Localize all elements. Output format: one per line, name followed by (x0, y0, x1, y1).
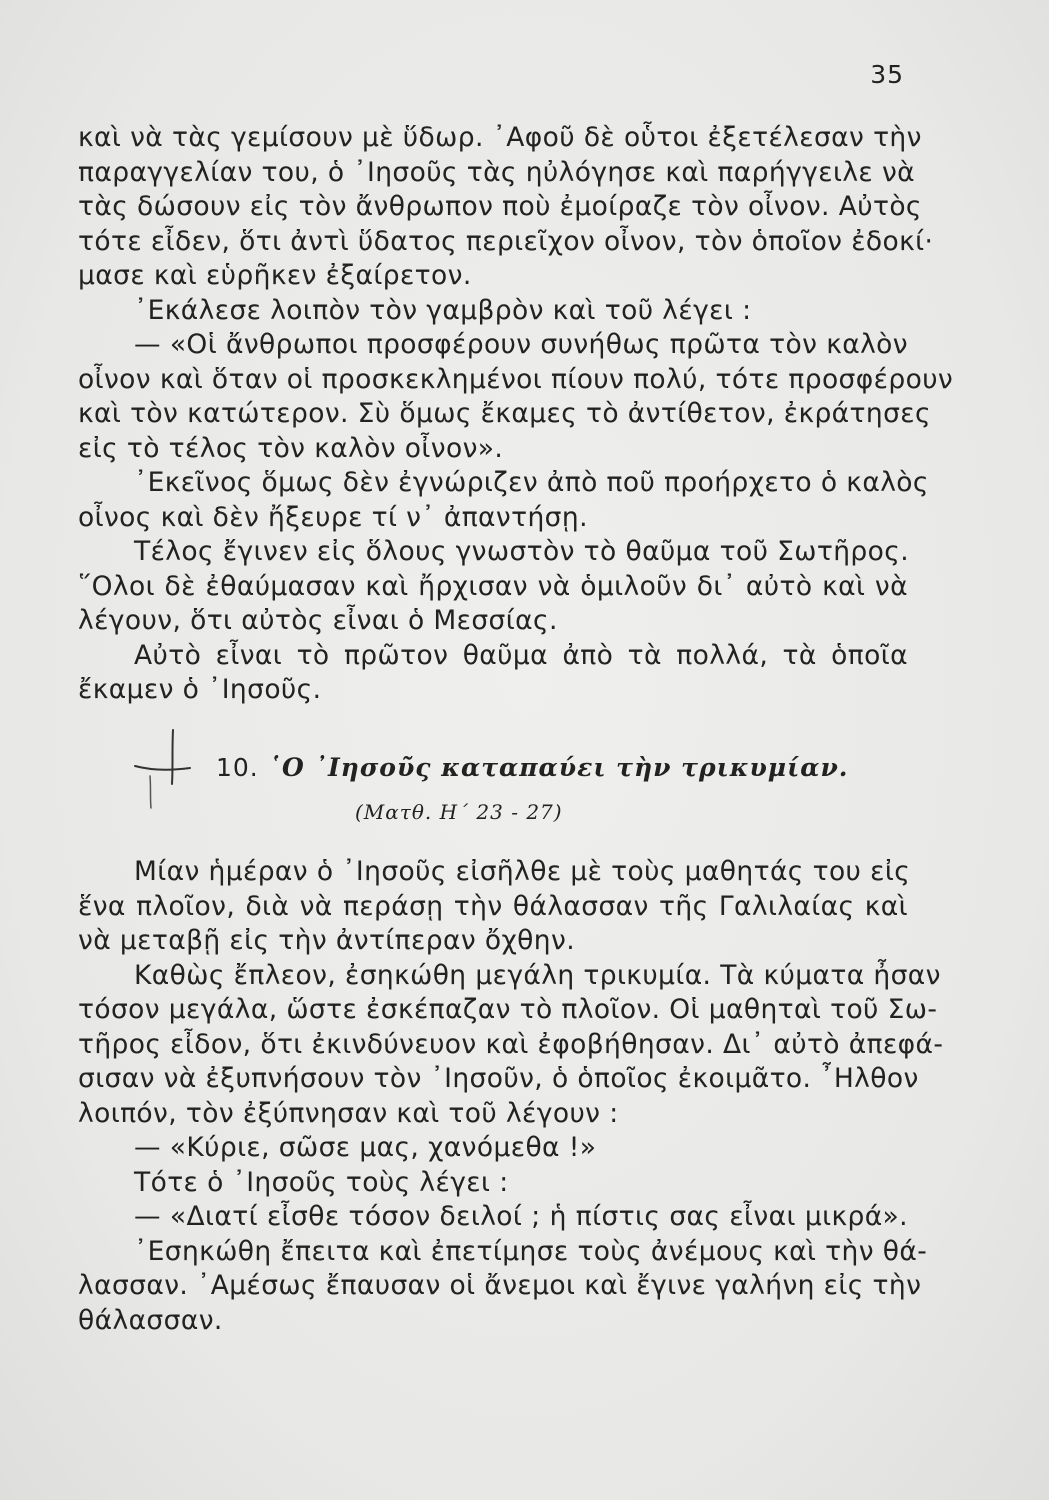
text-line: — «Οἱ ἄνθρωποι προσφέρουν συνήθως πρῶτα τὸν καλὸν (134, 329, 908, 360)
page-number: 35 (870, 60, 904, 89)
text-line: νὰ μεταβῇ εἰς τὴν ἀντίπεραν ὄχθην. (78, 925, 576, 956)
text-line: μασε καὶ εὑρῆκεν ἐξαίρετον. (78, 260, 472, 291)
text-line: Τότε ὁ ᾿Ιησοῦς τοὺς λέγει : (134, 1166, 509, 1198)
text-line: οἶνον καὶ ὅταν οἱ προσκεκλημένοι πίουν πολύ, τότε προσφέρουν (78, 363, 954, 395)
text-line: λέγουν, ὅτι αὐτὸς εἶναι ὁ Μεσσίας. (78, 605, 558, 636)
text-line: παραγγελίαν του, ὁ ᾿Ιησοῦς τὰς ηὐλόγησε καὶ παρήγγειλε νὰ (78, 156, 916, 188)
text-line: Τέλος ἔγινεν εἰς ὅλους γνωστὸν τὸ θαῦμα τοῦ Σωτῆρος. (134, 536, 910, 567)
section-heading (216, 753, 849, 782)
text-line: Αὐτὸ εἶναι τὸ πρῶτον θαῦμα ἀπὸ τὰ πολλά, τὰ ὁποῖα (134, 639, 908, 671)
text-line: τόσον μεγάλα, ὥστε ἐσκέπαζαν τὸ πλοῖον. Οἱ μαθηταὶ τοῦ Σω- (78, 994, 938, 1025)
text-line: ᾿Εκάλεσε λοιπὸν τὸν γαμβρὸν καὶ τοῦ λέγει : (134, 294, 752, 326)
text-line: τῆρος εἶδον, ὅτι ἐκινδύνευον καὶ ἐφοβήθησαν. Δι᾿ αὐτὸ ἀπεφά- (78, 1028, 944, 1060)
text-line: — «Κύριε, σῶσε μας, χανόμεθα !» (134, 1132, 597, 1163)
text-line: τὰς δώσουν εἰς τὸν ἄνθρωπον ποὺ ἐμοίραζε τὸν οἶνον. Αὐτὸς (78, 191, 922, 222)
section-number: 10. (216, 753, 259, 782)
text-line: τότε εἶδεν, ὅτι ἀντὶ ὕδατος περιεῖχον οἶνον, τὸν ὁποῖον ἐδοκί· (78, 225, 934, 257)
text-block-bottom (78, 855, 944, 1338)
text-line: θάλασσαν. (78, 1304, 223, 1336)
text-line: ἔκαμεν ὁ ᾿Ιησοῦς. (78, 674, 322, 705)
text-line: λασσαν. ᾿Αμέσως ἔπαυσαν οἱ ἄνεμοι καὶ ἔγινε γαλήνη εἰς τὴν (78, 1270, 922, 1301)
text-line: ᾿Εκεῖνος ὅμως δὲν ἐγνώριζεν ἀπὸ ποῦ προήρχετο ὁ καλὸς (134, 467, 929, 498)
text-line: Μίαν ἡμέραν ὁ ᾿Ιησοῦς εἰσῆλθε μὲ τοὺς μαθητάς του εἰς (134, 856, 911, 887)
text-line: — «Διατί εἶσθε τόσον δειλοί ; ἡ πίστις σας εἶναι μικρά». (134, 1201, 908, 1232)
handwritten-cross-mark-icon (128, 728, 198, 812)
section-title: ῾Ο ᾿Ιησοῦς καταπαύει τὴν τρικυμίαν. (268, 753, 849, 782)
scripture-reference: (Ματθ. Η΄ 23 - 27) (355, 800, 563, 824)
text-line: καὶ τὸν κατώτερον. Σὺ ὅμως ἔκαμες τὸ ἀντίθετον, ἐκράτησες (78, 398, 931, 429)
text-line: ἕνα πλοῖον, διὰ νὰ περάσῃ τὴν θάλασσαν τῆς Γαλιλαίας καὶ (78, 890, 908, 922)
text-line: ῞Ολοι δὲ ἐθαύμασαν καὶ ἤρχισαν νὰ ὁμιλοῦν δι᾿ αὐτὸ καὶ νὰ (78, 570, 908, 602)
text-line: οἶνος καὶ δὲν ἤξευρε τί ν᾿ ἀπαντήσῃ. (78, 501, 588, 533)
text-line: ᾿Εσηκώθη ἔπειτα καὶ ἐπετίμησε τοὺς ἀνέμους καὶ τὴν θά- (134, 1235, 928, 1267)
text-line: λοιπόν, τὸν ἐξύπνησαν καὶ τοῦ λέγουν : (78, 1097, 619, 1129)
text-block-top (78, 121, 954, 708)
text-line: Καθὼς ἔπλεον, ἐσηκώθη μεγάλη τρικυμία. Τὰ κύματα ἦσαν (134, 959, 941, 991)
text-line: εἰς τὸ τέλος τὸν καλὸν οἶνον». (78, 432, 504, 464)
text-line: καὶ νὰ τὰς γεμίσουν μὲ ὕδωρ. ᾿Αφοῦ δὲ οὗτοι ἐξετέλεσαν τὴν (78, 122, 922, 153)
text-line: σισαν νὰ ἐξυπνήσουν τὸν ᾿Ιησοῦν, ὁ ὁποῖος ἐκοιμᾶτο. ῏Ηλθον (78, 1063, 919, 1094)
